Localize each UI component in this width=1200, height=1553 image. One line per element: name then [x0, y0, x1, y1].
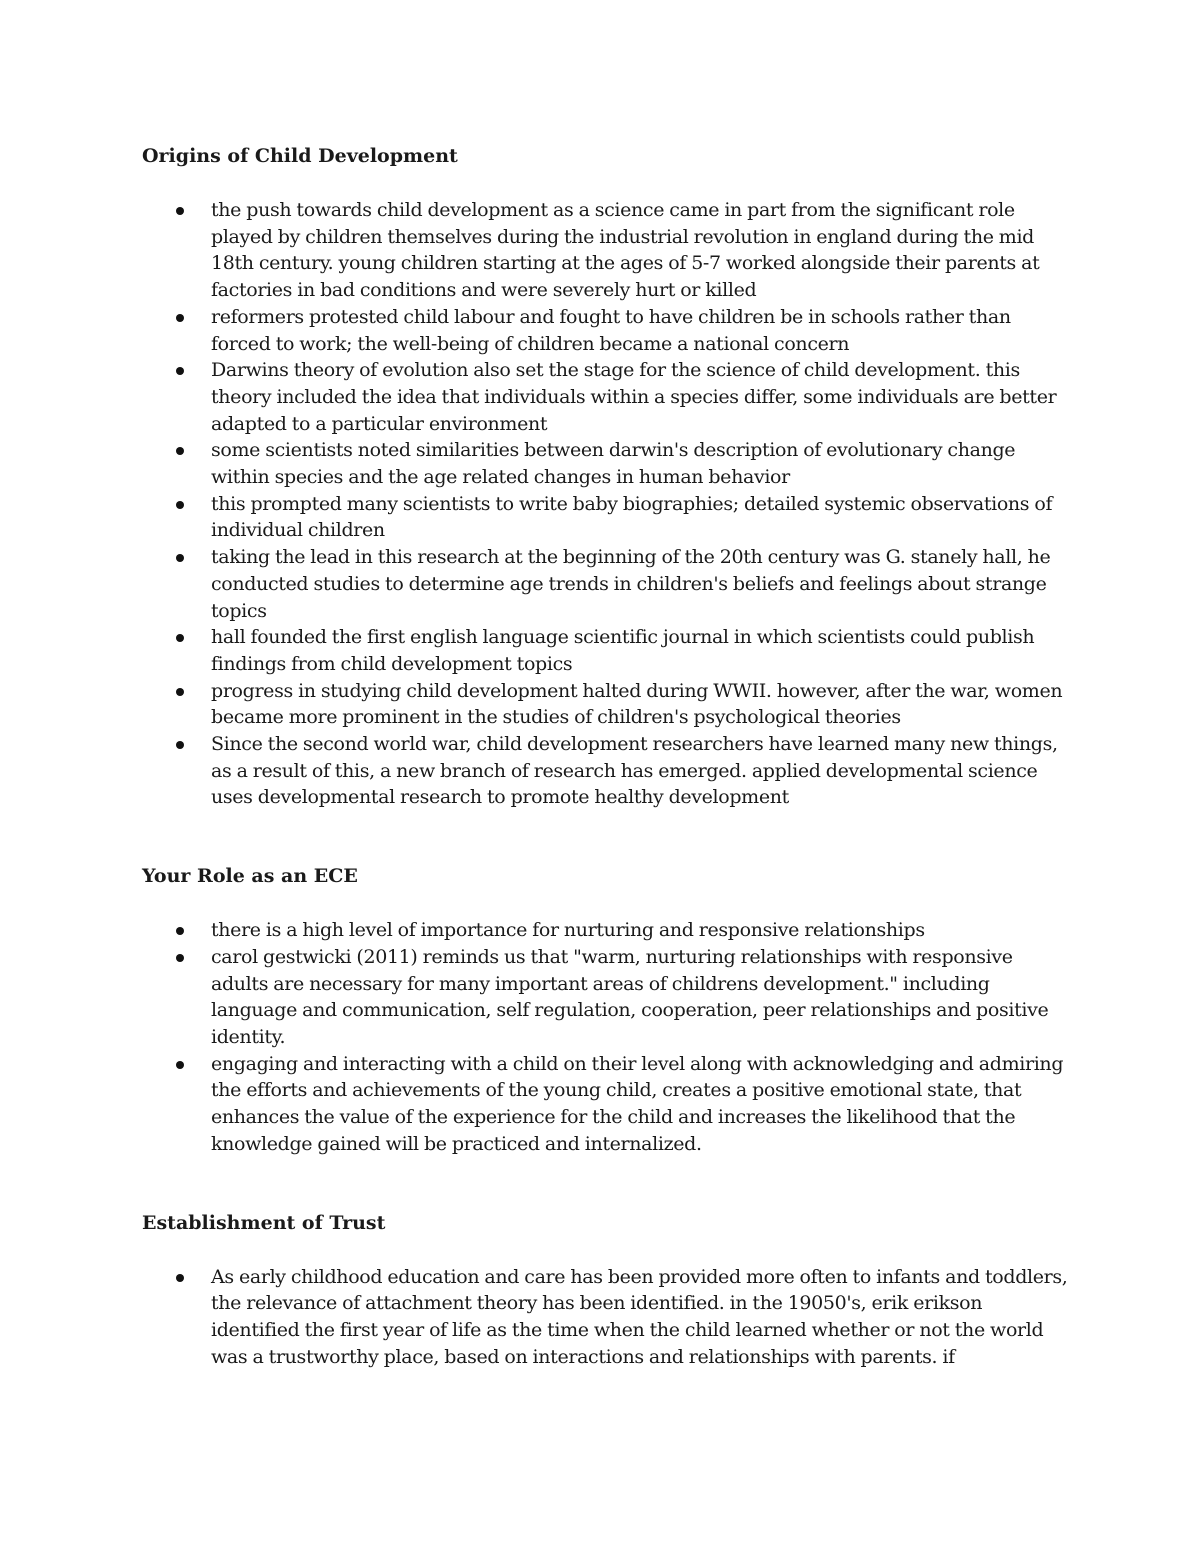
list-item-text: reformers protested child labour and fought to have children be in schools rather than forced to work; the well-being of children became a national concern: [211, 305, 1011, 355]
list-item-text: hall founded the first english language scientific journal in which scientists could publish findings from child development topics: [211, 626, 1035, 675]
section-heading: Your Role as an ECE: [142, 865, 358, 888]
bullet-icon: [176, 367, 184, 375]
document-body: [142, 143, 1072, 1370]
list-item: [142, 1051, 1072, 1158]
list-item: [142, 1264, 1072, 1371]
list-item: [142, 678, 1072, 731]
list-item-text: engaging and interacting with a child on their level along with acknowledging and admiring the efforts and achievements of the young child, creates a positive emotional state, that enhances the value of the experience for the child and increases the likelihood that the knowledge gained will be practiced and internalized.: [211, 1052, 1064, 1155]
bullet-icon: [176, 954, 184, 962]
list-item: [142, 544, 1072, 624]
list-item: [142, 304, 1072, 357]
section-establishment-of-trust: [142, 1210, 1072, 1371]
section-origins: [142, 143, 1072, 811]
list-item: [142, 731, 1072, 811]
bullet-icon: [176, 741, 184, 749]
bullet-icon: [176, 634, 184, 642]
list-item-text: As early childhood education and care has been provided more often to infants and toddlers, the relevance of attachment theory has been identified. in the 19050's, erik erikson identified the first year of life as the time when the child learned whether or not the world was a trustworthy place, based on interactions and relationships with parents. if: [211, 1265, 1068, 1368]
bullet-icon: [176, 1274, 184, 1282]
list-item-text: Darwins theory of evolution also set the stage for the science of child development. this theory included the idea that individuals within a species differ, some individuals are better adapted to a particular environment: [211, 359, 1057, 435]
bullet-icon: [176, 688, 184, 696]
list-item-text: taking the lead in this research at the beginning of the 20th century was G. stanely hall, he conducted studies to determine age trends in children's beliefs and feelings about strange topics: [211, 546, 1051, 622]
bullet-icon: [176, 927, 184, 935]
bullet-list: [142, 197, 1072, 811]
bullet-icon: [176, 314, 184, 322]
list-item-text: the push towards child development as a science came in part from the significant role played by children themselves during the industrial revolution in england during the mid 18th century. young children starting at the ages of 5-7 worked alongside their parents at factories in bad conditions and were severely hurt or killed: [211, 199, 1040, 302]
bullet-icon: [176, 554, 184, 562]
bullet-icon: [176, 1061, 184, 1069]
section-heading: Origins of Child Development: [142, 145, 458, 167]
list-item: [142, 917, 1072, 944]
list-item-text: Since the second world war, child development researchers have learned many new things, as a result of this, a new branch of research has emerged. applied developmental science uses developmental research to promote healthy development: [211, 733, 1058, 809]
list-item-text: some scientists noted similarities between darwin's description of evolutionary change within species and the age related changes in human behavior: [211, 439, 1016, 489]
list-item-text: this prompted many scientists to write baby biographies; detailed systemic observations of individual children: [211, 492, 1053, 542]
list-item: [142, 944, 1072, 1051]
bullet-icon: [176, 501, 184, 509]
list-item-text: progress in studying child development halted during WWII. however, after the war, women became more prominent in the studies of children's psychological theories: [211, 679, 1063, 729]
bullet-icon: [176, 447, 184, 455]
list-item: [142, 437, 1072, 490]
list-item-text: carol gestwicki (2011) reminds us that "warm, nurturing relationships with responsive adults are necessary for many important areas of childrens development." including language and communication, self regulation, cooperation, peer relationships and positive identity.: [211, 945, 1049, 1048]
bullet-list: [142, 917, 1072, 1157]
list-item: [142, 197, 1072, 304]
list-item: [142, 357, 1072, 437]
list-item-text: there is a high level of importance for nurturing and responsive relationships: [211, 919, 925, 942]
section-role-as-ece: [142, 863, 1072, 1157]
bullet-list: [142, 1264, 1072, 1371]
list-item: [142, 491, 1072, 544]
bullet-icon: [176, 207, 184, 215]
section-heading: Establishment of Trust: [142, 1211, 386, 1234]
list-item: [142, 624, 1072, 677]
